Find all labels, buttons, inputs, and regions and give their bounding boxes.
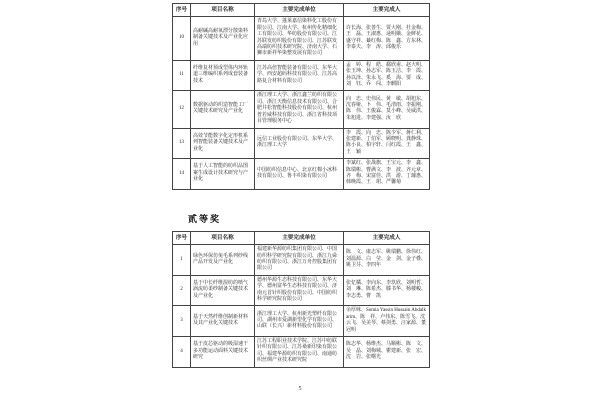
- units-cell: 浙江理工大学、杭州新光塑纤有限公司、湖州市爱湖新望化学有限公司、山联（长兴）新材料股份有限公司: [255, 306, 344, 337]
- units-cell: 德州华源生态科技有限公司、东华大学、德州富华生态科技有限公司、济南元首针织股份有限公司、中国纺织科学研究院有限公司: [255, 275, 344, 306]
- units-cell: 中国纺织信息中心、北京红棉小冰科技有限公司、鲁丰织染有限公司: [255, 159, 344, 190]
- people-cell: 许长海、张善生、贾大刚、杜金梅、王 磊、王淑惠、逯明娥、金鲜花、盛守祥、綦红梅、陈 鑫、方东林、李泰夫、李 涛、邱俊乐: [344, 17, 430, 60]
- project-name-cell: 基于中长纤维混纺的喷气涡流纺柔纱制备关键技术及产业化: [191, 275, 255, 306]
- column-header: 主要完成人: [344, 231, 430, 244]
- project-name-cell: 高耐碱高耐氧漂分散染料制备关键技术及产业化应用: [191, 17, 255, 60]
- serial-cell: 11: [173, 60, 191, 91]
- serial-cell: 10: [173, 17, 191, 60]
- serial-cell: 2: [173, 275, 191, 306]
- units-cell: 福建新华源纺织集团有限公司、中国纺织科学研究院有限公司、浙江九舜纺织有限公司、浙江万舟控股集团有限公司: [255, 245, 344, 276]
- page-number: 5: [298, 386, 302, 392]
- header-row: [173, 4, 430, 17]
- project-name-cell: 基于皮芯驱动的吸湿速干多功能运动面料关键技术研究: [191, 337, 255, 368]
- units-cell: 远信工业股份有限公司、东华大学、浙江理工大学: [255, 128, 344, 159]
- serial-cell: 4: [173, 337, 191, 368]
- project-name-cell: 基于人工智能的纺织品图案生成设计技术研究与产业化: [191, 159, 255, 190]
- units-cell: 青岛大学、蓬莱嘉信染料化工股份有限公司、江南大学、杭州传化精细化工有限公司、华纺股份有限公司、江苏联发纺织股份有限公司、江苏联发高端纺织技术研究院、济南大学、石狮市新祥华染整发展有限公司: [255, 17, 344, 60]
- people-cell: 张忆橘、李向东、李玖欣、刘明哲、刘 琳、陈希杰、滕书华、杨楼峻、李志勇、曹 凯: [344, 275, 430, 306]
- column-header: 序号: [173, 231, 191, 244]
- people-cell: 余厚咏、Somia Yassin Hussain Abdalkarim、陈 祥、卢伟东、陈雪飞、沈云飞、吴美琴、蔡剑勇、汪家源、董冠明: [344, 306, 430, 337]
- table-row: [173, 245, 430, 276]
- people-cell: 孟 婷、程 皓、郗欣甫、赵大明、张玉坤、孙志军、陈玉洁、李 霞、孙以泽、朱永飞、奚 海、要 成、刘 钰、乔 闯、李麒阳: [344, 60, 430, 91]
- table-row: [173, 306, 430, 337]
- project-name-cell: 数据驱动的织造智能工厂关键技术研究及产业化: [191, 91, 255, 128]
- people-cell: 李 霞、向 忠、陈少军、蒋仁利、张建新、丁伯军、顾晓明、龚静珠、陈小良、柏宇轩、闫红霞、王 鑫、王 颖: [344, 128, 430, 159]
- table-row: [173, 17, 430, 60]
- project-name-cell: 绿色环保仿兔毛系列纱线产品开发及产业化: [191, 245, 255, 276]
- column-header: 项目名称: [191, 4, 255, 17]
- serial-cell: 14: [173, 159, 191, 190]
- units-cell: 江苏高倍智能装备有限公司、东华大学、西安超码科技有限公司、江苏高路复合材料有限公司: [255, 60, 344, 91]
- serial-cell: 1: [173, 245, 191, 276]
- table-row: [173, 128, 430, 159]
- people-cell: 陈 文、康志军、姚瑞鹏、徐伟红、刘温源、白 莹、金 剑、金子叠、姚卫芬、李四年: [344, 245, 430, 276]
- project-name-cell: 纤维复材预成型体内环轨道三维编织系列成套装备技术: [191, 60, 255, 91]
- people-cell: 向 忠、史伟民、黄 敏、胡旭东、沈春娅、卜 伟、毛清雨、李振刚、陈 伟、王俊霖、莫小峰、吴威洪、朱旭进、李建强、汝 欣: [344, 91, 430, 128]
- table-row: [173, 337, 430, 368]
- second-prize-table: [172, 231, 430, 368]
- section-title-second-prize: 贰等奖: [188, 213, 222, 224]
- people-cell: 李斌红、张战旗、王宝元、李 鑫、陈瑞彬、曹满文、李 波、齐元章、齐 梅、宋富佳、洪 游、丁璩惠、韩晚霞、王 珺、严馨菊: [344, 159, 430, 190]
- table-row: [173, 275, 430, 306]
- column-header: 项目名称: [191, 231, 255, 244]
- header-row: [173, 231, 430, 244]
- page-content: [172, 3, 429, 368]
- project-name-cell: 高效节能数字化定形机系列智能装备关键技术及产业化: [191, 128, 255, 159]
- units-cell: 江苏工程职业技术学院、江苏中纺联针织有限公司、江苏桑新印染有限公司、福建华源纺织有限公司、南通纺织丝绸产业技术研究院: [255, 337, 344, 368]
- table-row: [173, 60, 430, 91]
- units-cell: 浙江理工大学、浙江鑫兰纺织有限公司、浙江天衡信息技术有限公司、合肥井松智能科技股份有限公司、杭州普若威科技有限公司、浙江省科技项目管理服务中心: [255, 91, 344, 128]
- column-header: 主要完成人: [344, 4, 430, 17]
- serial-cell: 12: [173, 91, 191, 128]
- project-name-cell: 基于天然纤维创制新材料及其产业化关键技术: [191, 306, 255, 337]
- table-row: [173, 91, 430, 128]
- column-header: 主要完成单位: [255, 231, 344, 244]
- serial-cell: 3: [173, 306, 191, 337]
- people-cell: 陈志华、杨维杰、马顺彬、陈 文、吴 晶、刘梅城、瞿建新、张 宏、沈 岩、张曙光: [344, 337, 430, 368]
- table-row: [173, 159, 430, 190]
- serial-cell: 13: [173, 128, 191, 159]
- first-prize-table-continued: [172, 3, 430, 190]
- column-header: 主要完成单位: [255, 4, 344, 17]
- column-header: 序号: [173, 4, 191, 17]
